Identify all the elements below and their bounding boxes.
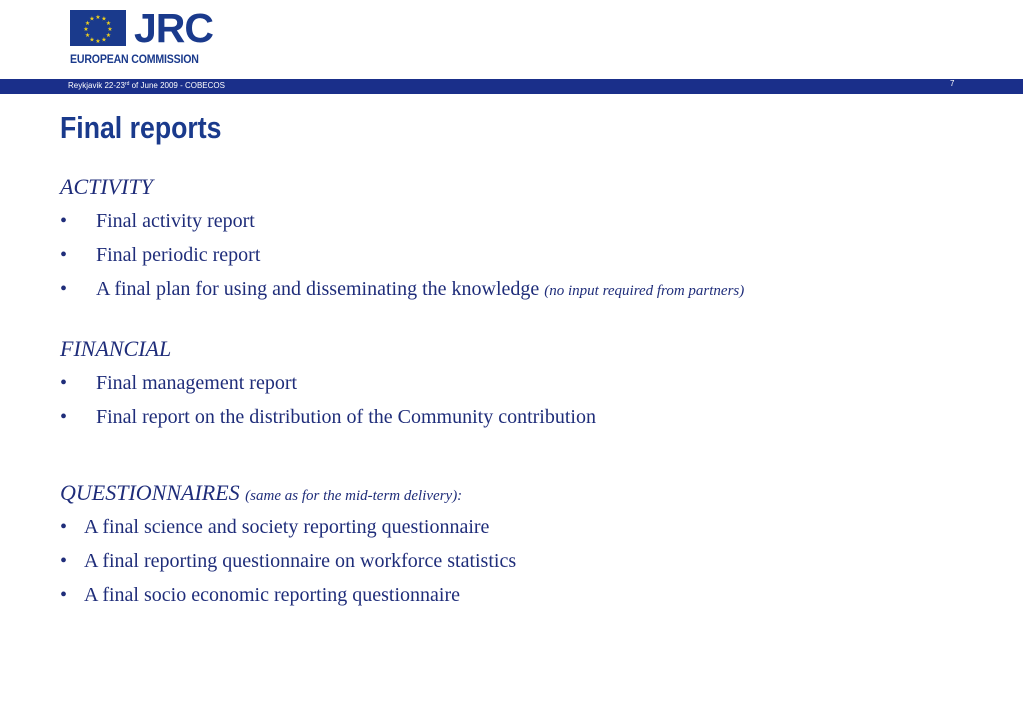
- svg-text:★: ★: [84, 20, 91, 27]
- section-questionnaires-heading: QUESTIONNAIRES (same as for the mid-term delivery):: [60, 480, 463, 505]
- header-band: [0, 79, 1023, 94]
- section-note: (same as for the mid-term delivery):: [245, 488, 463, 504]
- svg-text:★: ★: [105, 20, 112, 27]
- section-financial-heading: FINANCIAL: [60, 336, 172, 361]
- logo-commission-text: EUROPEAN COMMISSION: [70, 54, 199, 66]
- item-note: (no input required from partners): [544, 283, 745, 299]
- logo-jrc-text: JRC: [134, 5, 214, 51]
- page-number: 7: [950, 79, 955, 88]
- svg-text:★: ★: [89, 36, 95, 44]
- footer-location: Reykjavik 22-23rd of June 2009 - COBECOS: [68, 81, 225, 90]
- page-title: Final reports: [60, 110, 222, 145]
- svg-text:★: ★: [95, 38, 101, 45]
- svg-text:★: ★: [95, 14, 101, 21]
- svg-text:★: ★: [84, 32, 91, 39]
- svg-text:★: ★: [101, 36, 107, 44]
- section-activity-heading: ACTIVITY: [60, 174, 153, 199]
- svg-text:★: ★: [83, 26, 89, 33]
- svg-text:★: ★: [107, 26, 113, 33]
- svg-text:★: ★: [89, 15, 95, 23]
- eu-flag-icon: [70, 10, 126, 46]
- svg-text:★: ★: [105, 32, 112, 39]
- svg-text:★: ★: [101, 15, 107, 23]
- jrc-logo: [70, 5, 214, 70]
